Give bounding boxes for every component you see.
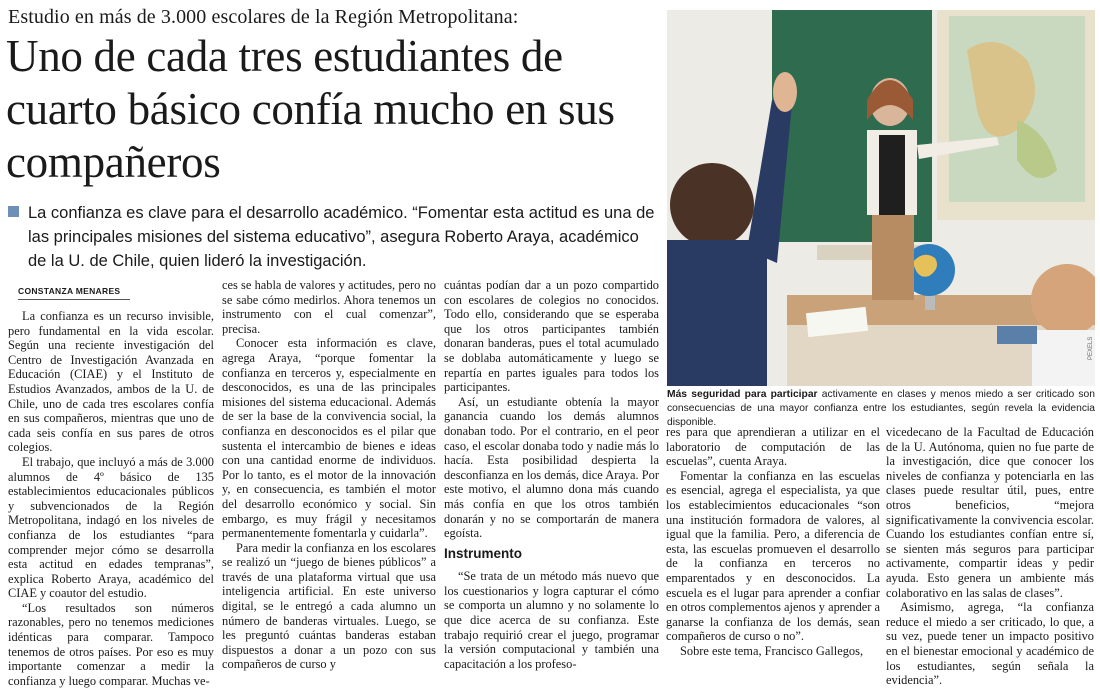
body-column-5 xyxy=(886,425,1094,688)
deck-square-icon xyxy=(8,206,19,217)
article-headline: Uno de cada tres estudiantes de cuarto básico confía mucho en sus compañeros xyxy=(6,31,615,187)
paragraph: Para medir la confianza en los escolares se realizó un “juego de bienes públicos” a través de una plataforma virtual que usa inteligencia artificial. En este universo digital, se le entregó a cada alumno un número de banderas virtuales. Luego, se les preguntó cuántas banderas estaban dispuestos a donar a un pozo con sus compañeros de curso y xyxy=(222,540,436,672)
subhead: Instrumento xyxy=(444,545,523,561)
article-kicker: Estudio en más de 3.000 escolares de la Región Metropolitana: xyxy=(8,6,519,28)
paragraph: vicedecano de la Facultad de Educación de la U. Autónoma, quien no fue parte de la investigación, dice que conocer los niveles de confianza y potenciarla en las clases puede resultar útil, pues, entre otros beneficios, “mejora significativamente la convivencia escolar. Cuando los estudiantes confían entre sí, se sienten más seguros para participar activamente, compartir ideas y pedir ayuda. Esto genera un ambiente más colaborativo en las salas de clases”. xyxy=(886,425,1094,600)
paragraph: La confianza es un recurso invisible, pero fundamental en la vida escolar. Según una reciente investigación del Centro de Investigación Avanzada en Educación (CIAE) y el Instituto de Estudios Avanzados, ambos de la U. de Chile, uno de cada tres escolares confía en sus compañeros, mientras que uno de cada seis confía en sus pares de otros colegios. xyxy=(8,309,214,455)
student-left-head xyxy=(670,163,754,247)
deck-text: La confianza es clave para el desarrollo académico. “Fomentar esta actitud es una de las principales misiones del sistema educativo”, asegura Roberto Araya, académico de la U. de Chile, quien lideró la investigación. xyxy=(28,204,655,270)
body-column-4 xyxy=(666,425,880,659)
body-column-3 xyxy=(444,278,659,671)
paragraph: Asimismo, agrega, “la confianza reduce el miedo a ser criticado, lo que, a su vez, puede tener un impacto positivo en el bienestar emocional y académico de los estudiantes, según señala la evidencia”. xyxy=(886,600,1094,688)
byline: CONSTANZA MENARES xyxy=(18,286,121,296)
paragraph: Sobre este tema, Francisco Gallegos, xyxy=(680,643,864,658)
paragraph: El trabajo, que incluyó a más de 3.000 alumnos de 4º básico de 135 establecimientos educacionales públicos y subvencionados de la Región Metropolitana, indagó en los niveles de confianza de los estudiantes “para comprender mejor cómo se desarrolla esta actitud en edades tempranas”, explica Roberto Araya, académico del CIAE y coautor del estudio. xyxy=(8,454,214,601)
paragraph: “Los resultados son números razonables, pero no tenemos mediciones idénticas para comparar. Tampoco tenemos de otros países. Por eso es muy importante comenzar a medir la confianza y luego comparar. Muchas ve- xyxy=(8,600,214,688)
article-deck xyxy=(8,201,658,273)
classroom-illustration xyxy=(667,10,1095,386)
caption-text: activamente en clases y menos miedo a ser criticado son consecuencias de una mayor confianza entre los estudiantes, según revela la evidencia disponible. xyxy=(667,389,1095,428)
caption-bold: Más seguridad para participar xyxy=(667,389,818,400)
body-column-1 xyxy=(8,309,214,688)
paragraph: cuántas podían dar a un pozo compartido con escolares de colegios no conocidos. Todo ello, considerando que se esperaba que los otros participantes también donaran banderas, pues el total acumulado se doblaba automáticamente y luego se repartía en partes iguales para todos los participantes. xyxy=(444,278,659,395)
paragraph: “Se trata de un método más nuevo que los cuestionarios y logra capturar el cómo se comporta un alumno y no solamente lo que dice acerca de su confianza. Este trabajo requirió crear el juego, programar la versión computacional y también una capacitación a los profeso- xyxy=(444,569,659,671)
paragraph: ces se habla de valores y actitudes, pero no se sabe cómo medirlos. Ahora tenemos un instrumento con el cual comenzar”, precisa. xyxy=(222,278,436,336)
student-left-shirt xyxy=(667,240,767,386)
byline-rule xyxy=(18,299,130,300)
classroom-photo xyxy=(667,10,1095,386)
paragraph: Así, un estudiante obtenía la mayor ganancia cuando los demás alumnos donaban todo. Por el contrario, en el peor caso, el escolar donaba todo y nadie más lo hacía. Esta posibilidad despierta la desconfianza en los demás, dice Araya. Por este motivo, el alumno dona más cuando más confía en que los otros también donarán y no se comportarán de manera egoísta. xyxy=(444,394,659,541)
photo-credit: PEXELS xyxy=(1088,336,1094,360)
paragraph: Fomentar la confianza en las escuelas es esencial, agrega el especialista, ya que los establecimientos educacionales “son una institución formadora de valores, al igual que la familia. Pero, a diferencia de esta, las escuelas promueven el desarrollo de la confianza en terceros no emparentados y en desconocidos. La escuela es el lugar para aprender a confiar en otros complementos ajenos y aprender a ganarse la confianza de los demás, sean compañeros de curso o no”. xyxy=(666,468,881,644)
photo-caption xyxy=(667,388,1095,430)
body-column-2 xyxy=(222,278,436,672)
paragraph: res para que aprendieran a utilizar en el laboratorio de computación de las escuelas”, cuenta Araya. xyxy=(666,425,880,469)
paragraph: Conocer esta información es clave, agrega Araya, “porque fomentar la confianza en terceros y, especialmente en desconocidos, es una de las principales misiones del sistema educacional. Además de ser la base de la convivencia social, la confianza en desconocidos es el pilar que sustenta el intercambio de bienes e ideas con una cantidad enorme de individuos. Por lo tanto, es el motor de la innovación y, en consecuencia, es también el motor del desarrollo económico y social. Sin embargo, es muy frágil y necesitamos permanentemente fomentarla y cuidarla”. xyxy=(222,336,436,541)
